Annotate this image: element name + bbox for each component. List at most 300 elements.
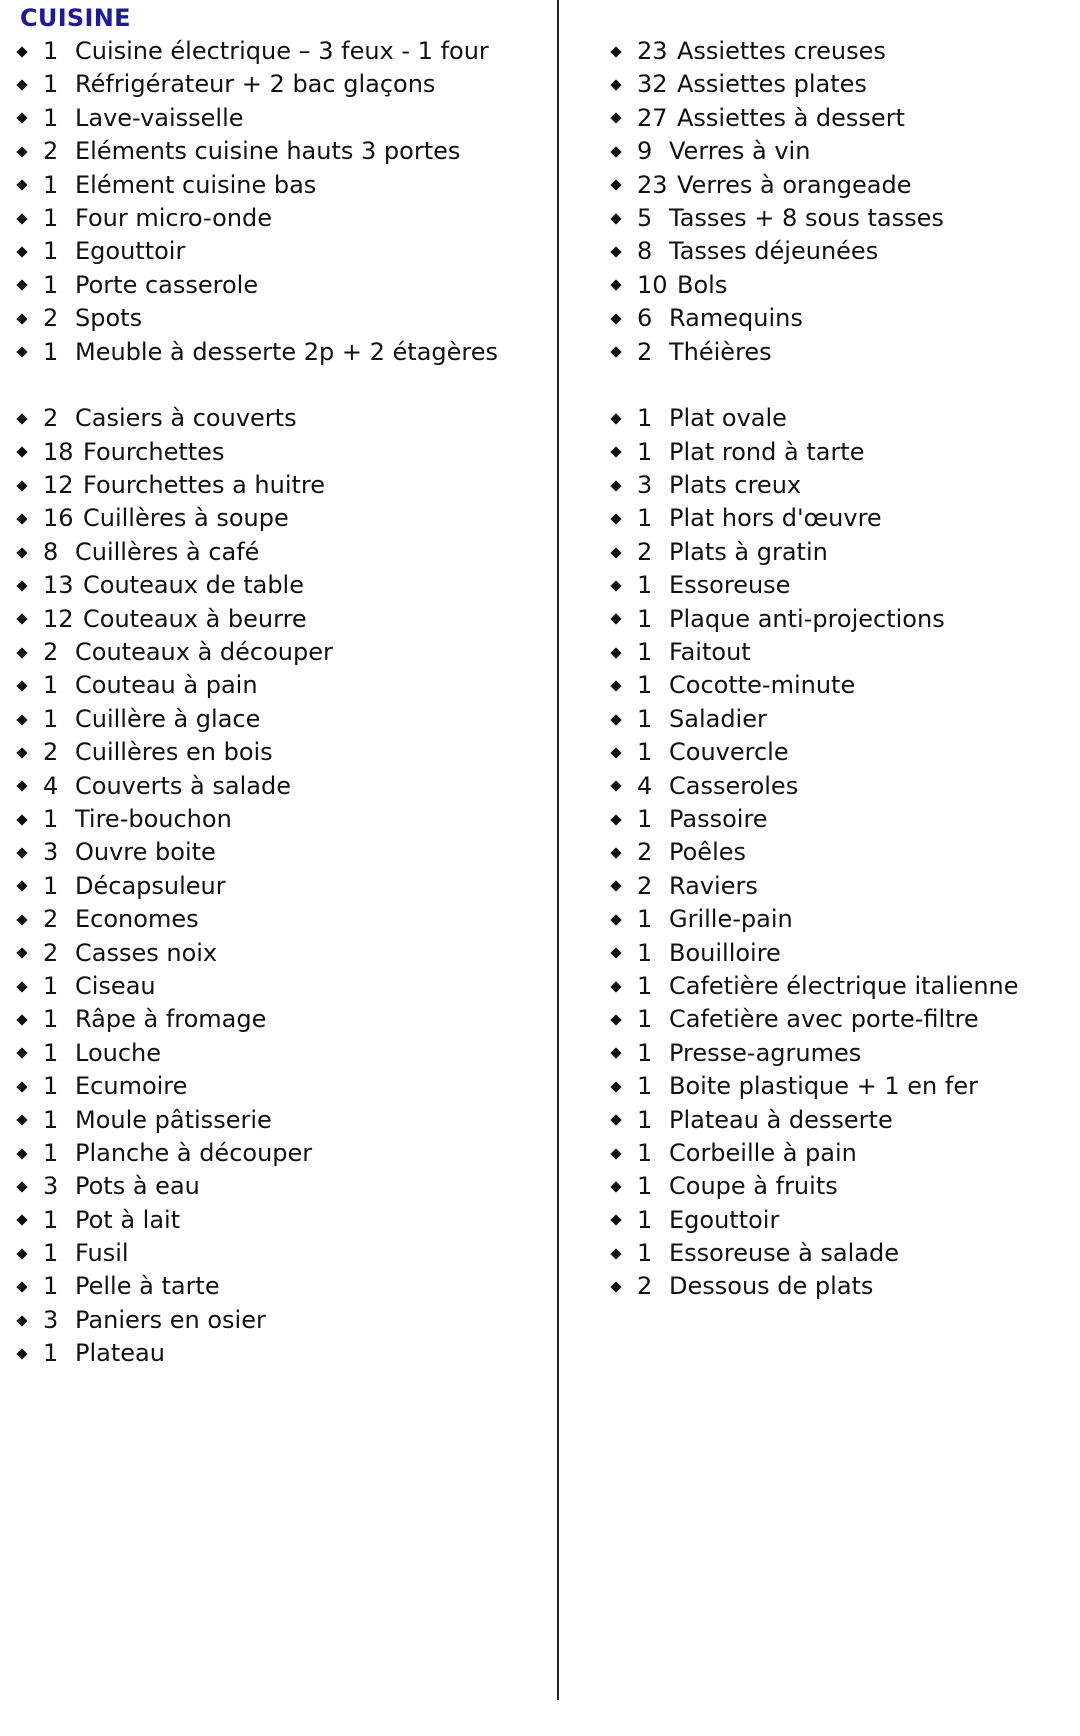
diamond-bullet-icon — [610, 146, 621, 157]
list-item — [18, 1270, 538, 1303]
item-label: Saladier — [669, 704, 767, 733]
item-label: Planche à découper — [75, 1138, 313, 1167]
item-label: Couteaux à beurre — [83, 604, 307, 633]
diamond-bullet-icon — [16, 981, 27, 992]
item-quantity: 1 — [637, 971, 653, 1000]
diamond-bullet-icon — [610, 881, 621, 892]
item-quantity: 2 — [637, 1272, 653, 1301]
item-label: Couteau à pain — [75, 671, 258, 700]
diamond-bullet-icon — [610, 1148, 621, 1159]
item-label: Dessous de plats — [669, 1272, 874, 1301]
list-item — [612, 1104, 1072, 1137]
list-item — [612, 1003, 1072, 1036]
item-label: Porte casserole — [75, 270, 259, 299]
item-label: Eléments cuisine hauts 3 portes — [75, 137, 461, 166]
item-label: Pelle à tarte — [75, 1272, 220, 1301]
item-quantity: 1 — [43, 1105, 59, 1134]
item-label: Meuble à desserte 2p + 2 étagères — [75, 337, 499, 366]
item-label: Bols — [677, 270, 728, 299]
item-quantity: 1 — [43, 170, 59, 199]
list-item — [18, 970, 538, 1003]
list-item — [18, 35, 538, 68]
item-label: Four micro-onde — [75, 203, 273, 232]
list-item — [18, 536, 538, 569]
list-item — [612, 636, 1072, 669]
item-quantity: 1 — [637, 504, 653, 533]
item-quantity: 4 — [637, 771, 653, 800]
list-item — [612, 1270, 1072, 1303]
diamond-bullet-icon — [610, 1115, 621, 1126]
diamond-bullet-icon — [610, 180, 621, 191]
item-quantity: 1 — [43, 1038, 59, 1067]
diamond-bullet-icon — [16, 747, 27, 758]
diamond-bullet-icon — [16, 246, 27, 257]
list-item — [18, 803, 538, 836]
item-quantity: 1 — [637, 1105, 653, 1134]
list-item — [18, 202, 538, 235]
item-quantity: 1 — [637, 571, 653, 600]
list-item — [612, 1170, 1072, 1203]
item-quantity: 12 — [43, 471, 74, 500]
diamond-bullet-icon — [610, 1281, 621, 1292]
list-item — [18, 302, 538, 335]
diamond-bullet-icon — [16, 79, 27, 90]
list-item — [18, 903, 538, 936]
list-item — [612, 1037, 1072, 1070]
diamond-bullet-icon — [16, 1081, 27, 1092]
item-label: Economes — [75, 905, 199, 934]
diamond-bullet-icon — [16, 1048, 27, 1059]
item-label: Couverts à salade — [75, 771, 291, 800]
item-label: Tasses + 8 sous tasses — [669, 203, 944, 232]
diamond-bullet-icon — [610, 781, 621, 792]
list-item — [18, 736, 538, 769]
item-label: Plaque anti-projections — [669, 604, 945, 633]
item-label: Plat rond à tarte — [669, 437, 865, 466]
item-quantity: 1 — [43, 1072, 59, 1101]
list-item — [18, 502, 538, 535]
list-item — [612, 536, 1072, 569]
list-item — [612, 502, 1072, 535]
item-quantity: 1 — [43, 671, 59, 700]
list-item — [18, 1104, 538, 1137]
diamond-bullet-icon — [16, 1181, 27, 1192]
diamond-bullet-icon — [610, 981, 621, 992]
item-quantity: 18 — [43, 437, 74, 466]
item-label: Réfrigérateur + 2 bac glaçons — [75, 70, 436, 99]
item-quantity: 1 — [637, 905, 653, 934]
list-item — [18, 169, 538, 202]
diamond-bullet-icon — [610, 246, 621, 257]
item-label: Moule pâtisserie — [75, 1105, 272, 1134]
diamond-bullet-icon — [16, 1148, 27, 1159]
diamond-bullet-icon — [16, 881, 27, 892]
item-quantity: 1 — [637, 804, 653, 833]
diamond-bullet-icon — [16, 547, 27, 558]
list-item — [18, 669, 538, 702]
diamond-bullet-icon — [610, 647, 621, 658]
item-quantity: 1 — [43, 704, 59, 733]
item-quantity: 27 — [637, 103, 668, 132]
item-label: Ecumoire — [75, 1072, 188, 1101]
list-item — [612, 1137, 1072, 1170]
item-label: Râpe à fromage — [75, 1005, 267, 1034]
list-item — [612, 1237, 1072, 1270]
diamond-bullet-icon — [16, 46, 27, 57]
list-item — [18, 68, 538, 101]
list-item — [18, 569, 538, 602]
list-item — [612, 836, 1072, 869]
list-item — [612, 569, 1072, 602]
item-label: Plat ovale — [669, 404, 787, 433]
item-label: Ramequins — [669, 304, 803, 333]
diamond-bullet-icon — [610, 1081, 621, 1092]
list-item — [18, 336, 538, 369]
item-label: Coupe à fruits — [669, 1172, 838, 1201]
item-label: Casiers à couverts — [75, 404, 297, 433]
diamond-bullet-icon — [16, 1215, 27, 1226]
diamond-bullet-icon — [610, 413, 621, 424]
list-item — [18, 1204, 538, 1237]
diamond-bullet-icon — [610, 580, 621, 591]
diamond-bullet-icon — [610, 814, 621, 825]
diamond-bullet-icon — [16, 1348, 27, 1359]
list-item — [612, 736, 1072, 769]
diamond-bullet-icon — [16, 1115, 27, 1126]
list-item — [612, 68, 1072, 101]
list-item — [18, 469, 538, 502]
diamond-bullet-icon — [16, 914, 27, 925]
item-label: Cafetière électrique italienne — [669, 971, 1019, 1000]
diamond-bullet-icon — [610, 614, 621, 625]
list-item — [18, 836, 538, 869]
item-label: Egouttoir — [669, 1205, 780, 1234]
item-label: Assiettes à dessert — [677, 103, 905, 132]
diamond-bullet-icon — [610, 1048, 621, 1059]
diamond-bullet-icon — [610, 213, 621, 224]
list-item — [18, 402, 538, 435]
item-label: Boite plastique + 1 en fer — [669, 1072, 978, 1101]
list-item — [612, 1070, 1072, 1103]
list-item — [18, 770, 538, 803]
diamond-bullet-icon — [16, 1315, 27, 1326]
item-quantity: 2 — [43, 304, 59, 333]
item-quantity: 23 — [637, 170, 668, 199]
list-item — [612, 803, 1072, 836]
item-quantity: 2 — [43, 404, 59, 433]
item-quantity: 2 — [43, 137, 59, 166]
item-quantity: 12 — [43, 604, 74, 633]
diamond-bullet-icon — [610, 914, 621, 925]
list-item — [612, 903, 1072, 936]
diamond-bullet-icon — [16, 814, 27, 825]
diamond-bullet-icon — [16, 1014, 27, 1025]
item-quantity: 2 — [43, 938, 59, 967]
item-label: Cuillères en bois — [75, 738, 273, 767]
list-item — [18, 870, 538, 903]
diamond-bullet-icon — [16, 347, 27, 358]
item-label: Presse-agrumes — [669, 1038, 862, 1067]
list-item — [612, 603, 1072, 636]
item-quantity: 1 — [43, 270, 59, 299]
column-divider — [557, 0, 559, 1700]
diamond-bullet-icon — [16, 313, 27, 324]
list-item — [612, 870, 1072, 903]
diamond-bullet-icon — [610, 347, 621, 358]
diamond-bullet-icon — [16, 480, 27, 491]
item-label: Plat hors d'œuvre — [669, 504, 882, 533]
item-label: Couteaux à découper — [75, 638, 333, 667]
list-item — [18, 1137, 538, 1170]
item-quantity: 1 — [43, 1205, 59, 1234]
diamond-bullet-icon — [610, 747, 621, 758]
item-label: Poêles — [669, 838, 747, 867]
diamond-bullet-icon — [610, 46, 621, 57]
diamond-bullet-icon — [16, 614, 27, 625]
item-quantity: 1 — [637, 1239, 653, 1268]
list-spacer — [612, 369, 1072, 402]
diamond-bullet-icon — [16, 146, 27, 157]
item-quantity: 2 — [637, 871, 653, 900]
list-item — [612, 336, 1072, 369]
item-quantity: 1 — [637, 437, 653, 466]
list-item — [612, 436, 1072, 469]
item-label: Assiettes plates — [677, 70, 867, 99]
list-spacer — [18, 369, 538, 402]
list-item — [612, 1204, 1072, 1237]
list-item — [612, 235, 1072, 268]
item-quantity: 1 — [43, 971, 59, 1000]
item-quantity: 1 — [43, 237, 59, 266]
right-inventory-list — [612, 35, 1072, 1304]
item-quantity: 1 — [43, 1239, 59, 1268]
diamond-bullet-icon — [16, 447, 27, 458]
list-item — [612, 469, 1072, 502]
item-quantity: 8 — [637, 237, 653, 266]
item-label: Pots à eau — [75, 1172, 200, 1201]
item-quantity: 2 — [43, 738, 59, 767]
item-quantity: 5 — [637, 203, 653, 232]
diamond-bullet-icon — [610, 447, 621, 458]
diamond-bullet-icon — [610, 113, 621, 124]
diamond-bullet-icon — [610, 513, 621, 524]
diamond-bullet-icon — [16, 680, 27, 691]
item-quantity: 3 — [43, 1305, 59, 1334]
item-quantity: 1 — [43, 37, 59, 65]
item-quantity: 1 — [637, 1172, 653, 1201]
item-label: Casses noix — [75, 938, 218, 967]
list-item — [612, 202, 1072, 235]
item-quantity: 1 — [637, 671, 653, 700]
diamond-bullet-icon — [610, 313, 621, 324]
list-item — [612, 35, 1072, 68]
list-item — [612, 102, 1072, 135]
item-label: Spots — [75, 304, 143, 333]
item-label: Lave-vaisselle — [75, 103, 244, 132]
list-item — [18, 636, 538, 669]
item-label: Fourchettes a huitre — [83, 471, 326, 500]
diamond-bullet-icon — [16, 513, 27, 524]
item-label: Fourchettes — [83, 437, 225, 466]
list-item — [612, 770, 1072, 803]
item-quantity: 8 — [43, 537, 59, 566]
diamond-bullet-icon — [610, 714, 621, 725]
item-quantity: 1 — [43, 804, 59, 833]
item-quantity: 1 — [637, 1005, 653, 1034]
item-label: Couteaux de table — [83, 571, 304, 600]
item-label: Faitout — [669, 638, 751, 667]
item-label: Cuillères à soupe — [83, 504, 289, 533]
item-label: Cuillère à glace — [75, 704, 261, 733]
diamond-bullet-icon — [610, 1248, 621, 1259]
item-label: Verres à vin — [669, 137, 811, 166]
list-item — [612, 269, 1072, 302]
item-quantity: 1 — [637, 638, 653, 667]
item-label: Grille-pain — [669, 905, 793, 934]
diamond-bullet-icon — [610, 480, 621, 491]
item-quantity: 1 — [43, 103, 59, 132]
list-item — [18, 1170, 538, 1203]
diamond-bullet-icon — [610, 547, 621, 558]
item-quantity: 1 — [43, 871, 59, 900]
list-item — [18, 235, 538, 268]
item-quantity: 2 — [43, 638, 59, 667]
diamond-bullet-icon — [610, 847, 621, 858]
diamond-bullet-icon — [610, 948, 621, 959]
list-item — [18, 703, 538, 736]
item-label: Ciseau — [75, 971, 156, 1000]
item-quantity: 1 — [43, 1138, 59, 1167]
item-quantity: 3 — [43, 1172, 59, 1201]
item-quantity: 1 — [637, 738, 653, 767]
diamond-bullet-icon — [16, 847, 27, 858]
list-item — [18, 269, 538, 302]
item-quantity: 32 — [637, 70, 668, 99]
item-quantity: 10 — [637, 270, 668, 299]
item-quantity: 2 — [637, 537, 653, 566]
item-label: Assiettes creuses — [677, 37, 886, 65]
item-quantity: 1 — [43, 1272, 59, 1301]
item-quantity: 1 — [637, 1038, 653, 1067]
diamond-bullet-icon — [16, 647, 27, 658]
item-quantity: 6 — [637, 304, 653, 333]
item-label: Raviers — [669, 871, 758, 900]
item-label: Plateau à desserte — [669, 1105, 893, 1134]
item-quantity: 1 — [43, 1339, 59, 1368]
item-label: Verres à orangeade — [677, 170, 912, 199]
item-label: Pot à lait — [75, 1205, 181, 1234]
item-quantity: 23 — [637, 37, 668, 65]
item-quantity: 3 — [43, 838, 59, 867]
diamond-bullet-icon — [16, 714, 27, 725]
diamond-bullet-icon — [16, 413, 27, 424]
list-item — [612, 402, 1072, 435]
item-quantity: 4 — [43, 771, 59, 800]
item-label: Décapsuleur — [75, 871, 226, 900]
item-label: Essoreuse à salade — [669, 1239, 899, 1268]
item-label: Paniers en osier — [75, 1305, 266, 1334]
item-label: Ouvre boite — [75, 838, 216, 867]
item-quantity: 2 — [43, 905, 59, 934]
item-quantity: 1 — [637, 604, 653, 633]
item-quantity: 1 — [43, 1005, 59, 1034]
list-item — [18, 1070, 538, 1103]
list-item — [18, 937, 538, 970]
item-label: Cafetière avec porte-filtre — [669, 1005, 979, 1034]
left-inventory-list — [18, 35, 538, 1371]
item-label: Plats à gratin — [669, 537, 828, 566]
item-quantity: 1 — [43, 337, 59, 366]
item-label: Cocotte-minute — [669, 671, 856, 700]
list-item — [612, 970, 1072, 1003]
list-item — [612, 669, 1072, 702]
diamond-bullet-icon — [610, 1181, 621, 1192]
diamond-bullet-icon — [610, 1014, 621, 1025]
item-quantity: 1 — [637, 938, 653, 967]
list-item — [18, 603, 538, 636]
section-title: CUISINE — [20, 4, 131, 32]
item-quantity: 2 — [637, 337, 653, 366]
list-item — [18, 1304, 538, 1337]
diamond-bullet-icon — [16, 180, 27, 191]
item-label: Elément cuisine bas — [75, 170, 317, 199]
item-quantity: 1 — [637, 1138, 653, 1167]
item-label: Passoire — [669, 804, 768, 833]
item-quantity: 1 — [637, 1205, 653, 1234]
list-item — [612, 703, 1072, 736]
item-quantity: 2 — [637, 838, 653, 867]
item-label: Plateau — [75, 1339, 165, 1368]
item-quantity: 16 — [43, 504, 74, 533]
list-item — [612, 169, 1072, 202]
diamond-bullet-icon — [16, 280, 27, 291]
diamond-bullet-icon — [16, 580, 27, 591]
item-quantity: 13 — [43, 571, 74, 600]
diamond-bullet-icon — [610, 680, 621, 691]
diamond-bullet-icon — [16, 113, 27, 124]
item-label: Corbeille à pain — [669, 1138, 857, 1167]
list-item — [18, 102, 538, 135]
item-label: Tire-bouchon — [75, 804, 232, 833]
item-label: Egouttoir — [75, 237, 186, 266]
item-quantity: 1 — [637, 404, 653, 433]
diamond-bullet-icon — [16, 948, 27, 959]
item-quantity: 1 — [637, 704, 653, 733]
item-quantity: 3 — [637, 471, 653, 500]
list-item — [612, 302, 1072, 335]
item-label: Tasses déjeunées — [669, 237, 879, 266]
item-quantity: 1 — [43, 70, 59, 99]
item-label: Cuillères à café — [75, 537, 260, 566]
diamond-bullet-icon — [610, 280, 621, 291]
list-item — [612, 135, 1072, 168]
item-label: Louche — [75, 1038, 162, 1067]
item-label: Bouilloire — [669, 938, 781, 967]
list-item — [18, 1037, 538, 1070]
diamond-bullet-icon — [16, 213, 27, 224]
item-label: Plats creux — [669, 471, 802, 500]
item-label: Fusil — [75, 1239, 129, 1268]
list-item — [18, 135, 538, 168]
item-label: Essoreuse — [669, 571, 791, 600]
item-quantity: 9 — [637, 137, 653, 166]
diamond-bullet-icon — [16, 781, 27, 792]
item-label: Casseroles — [669, 771, 799, 800]
list-item — [18, 1337, 538, 1370]
diamond-bullet-icon — [610, 79, 621, 90]
item-quantity: 1 — [637, 1072, 653, 1101]
list-item — [18, 1003, 538, 1036]
